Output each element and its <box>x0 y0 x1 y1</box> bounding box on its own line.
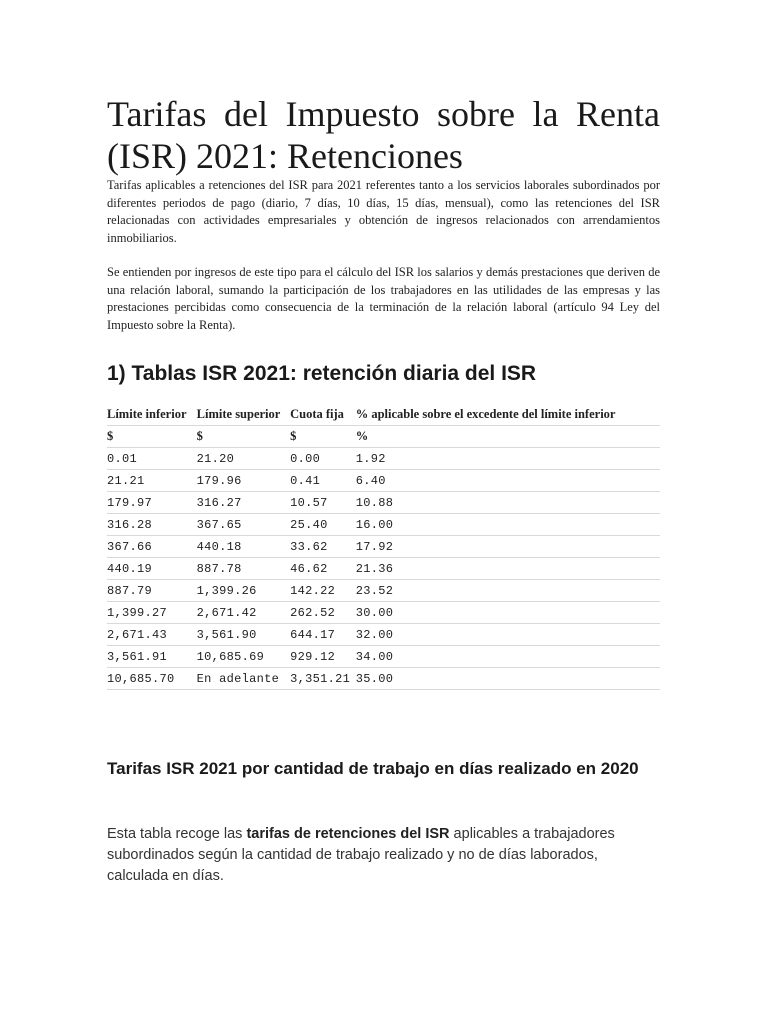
table-cell: 1,399.26 <box>197 580 290 602</box>
table-cell: 21.36 <box>356 558 660 580</box>
section-heading-days-worked: Tarifas ISR 2021 por cantidad de trabajo en días realizado en 2020 <box>107 759 639 778</box>
table-cell: 32.00 <box>356 624 660 646</box>
table-row <box>107 470 660 492</box>
table-cell: 887.79 <box>107 580 197 602</box>
table-row <box>107 514 660 536</box>
table-cell: 440.19 <box>107 558 197 580</box>
table-cell: 367.66 <box>107 536 197 558</box>
page-title: Tarifas del Impuesto sobre la Renta (ISR) 2021: Retenciones <box>107 94 660 176</box>
table-cell: 35.00 <box>356 668 660 690</box>
table-cell: 179.97 <box>107 492 197 514</box>
header-limite-superior: Límite superior <box>196 407 281 421</box>
table-row <box>107 602 660 624</box>
table-units-row <box>107 426 660 448</box>
table-cell: 0.00 <box>290 448 356 470</box>
intro-paragraph: Tarifas aplicables a retenciones del ISR para 2021 referentes tanto a los servicios laborales subordinados por diferentes periodos de pago (diario, 7 días, 10 días, 15 días, mensual), como las retenciones del ISR relacionadas con actividades empresariales y obtención de ingresos relacionados con arrendamientos inmobiliarios. <box>107 178 660 245</box>
table-cell: 33.62 <box>290 536 356 558</box>
table-cell: 316.27 <box>197 492 290 514</box>
table-cell: 316.28 <box>107 514 197 536</box>
unit-cell: $ <box>197 426 290 448</box>
table-cell: 644.17 <box>290 624 356 646</box>
table-cell: 929.12 <box>290 646 356 668</box>
unit-cell: $ <box>290 426 356 448</box>
table-cell: 23.52 <box>356 580 660 602</box>
table-cell: 10,685.69 <box>197 646 290 668</box>
table-cell: 262.52 <box>290 602 356 624</box>
table-row <box>107 558 660 580</box>
table-cell: 367.65 <box>197 514 290 536</box>
table-cell: 21.21 <box>107 470 197 492</box>
table-cell: 10.88 <box>356 492 660 514</box>
section-body-paragraph <box>107 824 660 887</box>
unit-cell: % <box>356 426 660 448</box>
table-cell: 10.57 <box>290 492 356 514</box>
table-row <box>107 580 660 602</box>
table-cell: 21.20 <box>197 448 290 470</box>
table-cell: 887.78 <box>197 558 290 580</box>
table-cell: 440.18 <box>197 536 290 558</box>
table-cell: 2,671.43 <box>107 624 197 646</box>
body-text-start: Esta tabla recoge las <box>107 826 247 842</box>
header-limite-inferior: Límite inferior <box>107 407 187 421</box>
table-cell: 25.40 <box>290 514 356 536</box>
table-cell: 3,351.21 <box>290 668 356 690</box>
table-cell: 3,561.90 <box>197 624 290 646</box>
table-cell: 30.00 <box>356 602 660 624</box>
table-cell: 2,671.42 <box>197 602 290 624</box>
table-cell: 1,399.27 <box>107 602 197 624</box>
body-text-bold: tarifas de retenciones del ISR <box>246 826 450 842</box>
table-row <box>107 448 660 470</box>
isr-daily-table <box>107 404 660 690</box>
table-cell: 3,561.91 <box>107 646 197 668</box>
header-porcentaje: % aplicable sobre el excedente del límite inferior <box>355 407 616 421</box>
table-cell: 0.01 <box>107 448 197 470</box>
table-cell: 142.22 <box>290 580 356 602</box>
table-row <box>107 624 660 646</box>
table-row <box>107 646 660 668</box>
header-cuota-fija: Cuota fija <box>290 407 344 421</box>
table-cell: 0.41 <box>290 470 356 492</box>
table-cell: 16.00 <box>356 514 660 536</box>
table-cell: 6.40 <box>356 470 660 492</box>
table-cell: 34.00 <box>356 646 660 668</box>
table-cell: En adelante <box>197 668 290 690</box>
table-header-row <box>107 404 660 426</box>
table-row <box>107 668 660 690</box>
table-cell: 179.96 <box>197 470 290 492</box>
section-heading-daily-retention: 1) Tablas ISR 2021: retención diaria del ISR <box>107 362 537 385</box>
table-cell: 17.92 <box>356 536 660 558</box>
intro-paragraph: Se entienden por ingresos de este tipo para el cálculo del ISR los salarios y demás prestaciones que deriven de una relación laboral, sumando la participación de los trabajadores en las utilidades de las empresas y las prestaciones percibidas como consecuencia de la terminación de la relación laboral (artículo 94 Ley del Impuesto sobre la Renta). <box>107 265 660 332</box>
table-cell: 1.92 <box>356 448 660 470</box>
unit-cell: $ <box>107 426 197 448</box>
table-cell: 10,685.70 <box>107 668 197 690</box>
table-row <box>107 492 660 514</box>
table-cell: 46.62 <box>290 558 356 580</box>
body-text-end: aplicables a trabajadores subordinados según la cantidad de trabajo realizado y no de días laborados, calculada en días. <box>107 826 615 884</box>
table-row <box>107 536 660 558</box>
